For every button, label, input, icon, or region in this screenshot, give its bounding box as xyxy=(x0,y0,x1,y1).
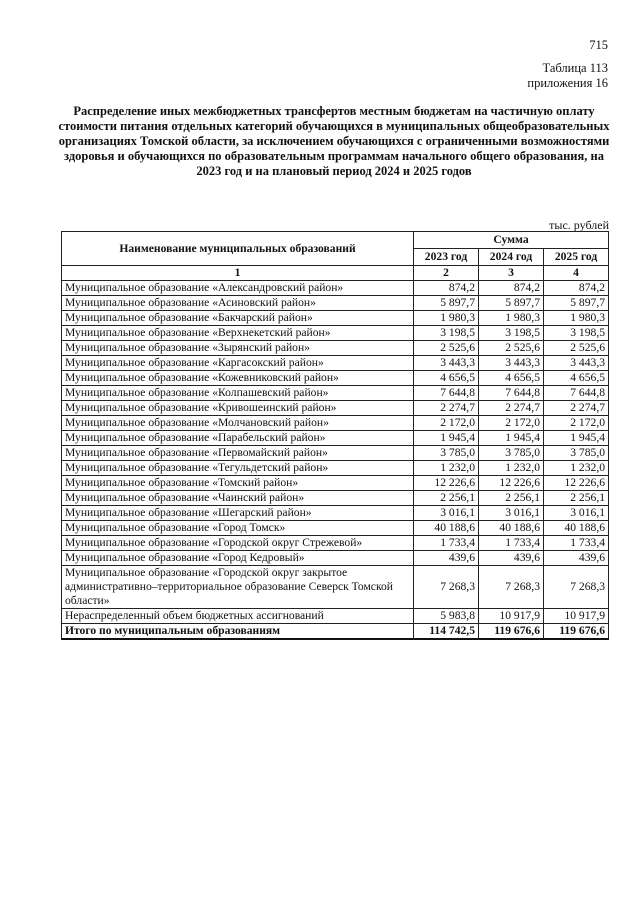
row-value-2024: 1 733,4 xyxy=(479,536,544,551)
table-row xyxy=(62,416,609,431)
table-header-row xyxy=(62,232,609,249)
row-value-2024: 3 785,0 xyxy=(479,446,544,461)
table-row xyxy=(62,326,609,341)
row-value-2025: 4 656,5 xyxy=(544,371,609,386)
row-value-2023: 2 172,0 xyxy=(414,416,479,431)
column-number: 3 xyxy=(479,266,544,281)
row-value-2024: 40 188,6 xyxy=(479,521,544,536)
row-name: Муниципальное образование «Верхнекетский район» xyxy=(62,326,414,341)
row-value-2025: 7 644,8 xyxy=(544,386,609,401)
table-row xyxy=(62,551,609,566)
row-name: Муниципальное образование «Александровский район» xyxy=(62,281,414,296)
row-value-2024: 1 945,4 xyxy=(479,431,544,446)
row-value-2025: 2 256,1 xyxy=(544,491,609,506)
row-value-2025: 10 917,9 xyxy=(544,609,609,624)
row-value-2025: 1 980,3 xyxy=(544,311,609,326)
table-row xyxy=(62,609,609,624)
row-value-2024: 3 198,5 xyxy=(479,326,544,341)
row-value-2025: 1 733,4 xyxy=(544,536,609,551)
row-value-2024: 1 232,0 xyxy=(479,461,544,476)
row-value-2023: 2 274,7 xyxy=(414,401,479,416)
row-name: Муниципальное образование «Первомайский район» xyxy=(62,446,414,461)
row-value-2023: 12 226,6 xyxy=(414,476,479,491)
page-number: 715 xyxy=(589,38,608,52)
table-row xyxy=(62,371,609,386)
row-value-2023: 2 525,6 xyxy=(414,341,479,356)
total-value-2025: 119 676,6 xyxy=(544,624,609,640)
row-value-2025: 439,6 xyxy=(544,551,609,566)
row-value-2023: 3 443,3 xyxy=(414,356,479,371)
row-name: Муниципальное образование «Город Кедровый» xyxy=(62,551,414,566)
header-municipality: Наименование муниципальных образований xyxy=(62,232,414,266)
table-row xyxy=(62,431,609,446)
row-value-2023: 1 733,4 xyxy=(414,536,479,551)
row-name: Муниципальное образование «Городской округ Стрежевой» xyxy=(62,536,414,551)
table-row xyxy=(62,491,609,506)
table-row xyxy=(62,341,609,356)
row-value-2025: 1 232,0 xyxy=(544,461,609,476)
row-name: Муниципальное образование «Каргасокский район» xyxy=(62,356,414,371)
row-value-2023: 4 656,5 xyxy=(414,371,479,386)
row-name: Муниципальное образование «Молчановский район» xyxy=(62,416,414,431)
row-value-2023: 1 945,4 xyxy=(414,431,479,446)
table-row xyxy=(62,536,609,551)
allocation-table xyxy=(61,231,609,640)
row-name: Муниципальное образование «Колпашевский район» xyxy=(62,386,414,401)
row-value-2025: 3 785,0 xyxy=(544,446,609,461)
table-row xyxy=(62,461,609,476)
row-value-2025: 5 897,7 xyxy=(544,296,609,311)
row-value-2023: 7 268,3 xyxy=(414,566,479,609)
row-name: Муниципальное образование «Кривошеинский район» xyxy=(62,401,414,416)
table-number: Таблица 113 xyxy=(542,61,608,75)
table-row xyxy=(62,281,609,296)
appendix-number: приложения 16 xyxy=(527,76,608,90)
document-title: Распределение иных межбюджетных трансфертов местным бюджетам на частичную оплату стоимости питания отдельных категорий обучающихся в муниципальных общеобразовательных организациях Томской области, за исключением обучающихся с ограниченными возможностями здоровья и обучающихся по образовательным программам начального общего образования, на 2023 год и на плановый период 2024 и 2025 годов xyxy=(58,104,610,178)
row-value-2024: 2 525,6 xyxy=(479,341,544,356)
table-row xyxy=(62,356,609,371)
row-value-2023: 3 198,5 xyxy=(414,326,479,341)
row-value-2024: 2 274,7 xyxy=(479,401,544,416)
row-name: Муниципальное образование «Асиновский район» xyxy=(62,296,414,311)
row-value-2023: 5 897,7 xyxy=(414,296,479,311)
row-value-2024: 439,6 xyxy=(479,551,544,566)
row-value-2024: 10 917,9 xyxy=(479,609,544,624)
total-row xyxy=(62,624,609,640)
row-name: Муниципальное образование «Городской округ закрытое административно–территориальное образование Северск Томской области» xyxy=(62,566,414,609)
row-value-2023: 7 644,8 xyxy=(414,386,479,401)
row-value-2024: 3 016,1 xyxy=(479,506,544,521)
table-row xyxy=(62,476,609,491)
column-number: 1 xyxy=(62,266,414,281)
table-row xyxy=(62,401,609,416)
row-name: Муниципальное образование «Шегарский район» xyxy=(62,506,414,521)
header-year-2023: 2023 год xyxy=(414,249,479,266)
row-value-2025: 3 198,5 xyxy=(544,326,609,341)
table-row xyxy=(62,446,609,461)
total-value-2024: 119 676,6 xyxy=(479,624,544,640)
row-value-2024: 5 897,7 xyxy=(479,296,544,311)
row-value-2024: 874,2 xyxy=(479,281,544,296)
row-value-2025: 3 443,3 xyxy=(544,356,609,371)
row-value-2024: 3 443,3 xyxy=(479,356,544,371)
row-value-2025: 2 274,7 xyxy=(544,401,609,416)
table-body xyxy=(62,281,609,640)
header-sum: Сумма xyxy=(414,232,609,249)
row-value-2023: 3 016,1 xyxy=(414,506,479,521)
row-value-2025: 40 188,6 xyxy=(544,521,609,536)
row-value-2025: 12 226,6 xyxy=(544,476,609,491)
row-name: Муниципальное образование «Зырянский район» xyxy=(62,341,414,356)
row-name: Муниципальное образование «Парабельский район» xyxy=(62,431,414,446)
table-row xyxy=(62,566,609,609)
row-value-2024: 7 644,8 xyxy=(479,386,544,401)
row-value-2025: 7 268,3 xyxy=(544,566,609,609)
table-reference xyxy=(527,61,608,91)
row-value-2023: 5 983,8 xyxy=(414,609,479,624)
row-name: Муниципальное образование «Бакчарский район» xyxy=(62,311,414,326)
row-value-2024: 7 268,3 xyxy=(479,566,544,609)
row-value-2023: 1 232,0 xyxy=(414,461,479,476)
row-value-2025: 2 525,6 xyxy=(544,341,609,356)
row-value-2023: 2 256,1 xyxy=(414,491,479,506)
row-name: Муниципальное образование «Чаинский район» xyxy=(62,491,414,506)
row-value-2023: 1 980,3 xyxy=(414,311,479,326)
row-name: Нераспределенный объем бюджетных ассигнований xyxy=(62,609,414,624)
column-number: 4 xyxy=(544,266,609,281)
row-value-2023: 3 785,0 xyxy=(414,446,479,461)
row-value-2024: 2 172,0 xyxy=(479,416,544,431)
row-value-2025: 1 945,4 xyxy=(544,431,609,446)
table-row xyxy=(62,506,609,521)
total-value-2023: 114 742,5 xyxy=(414,624,479,640)
row-value-2023: 439,6 xyxy=(414,551,479,566)
table-row xyxy=(62,296,609,311)
column-numbers-row xyxy=(62,266,609,281)
row-value-2023: 874,2 xyxy=(414,281,479,296)
header-year-2025: 2025 год xyxy=(544,249,609,266)
column-number: 2 xyxy=(414,266,479,281)
row-value-2025: 874,2 xyxy=(544,281,609,296)
table-row xyxy=(62,386,609,401)
row-value-2024: 1 980,3 xyxy=(479,311,544,326)
row-name: Муниципальное образование «Томский район» xyxy=(62,476,414,491)
row-name: Муниципальное образование «Тегульдетский район» xyxy=(62,461,414,476)
units-label: тыс. рублей xyxy=(549,218,609,232)
row-name: Муниципальное образование «Город Томск» xyxy=(62,521,414,536)
header-year-2024: 2024 год xyxy=(479,249,544,266)
row-value-2025: 3 016,1 xyxy=(544,506,609,521)
table-row xyxy=(62,521,609,536)
row-value-2023: 40 188,6 xyxy=(414,521,479,536)
total-label: Итого по муниципальным образованиям xyxy=(62,624,414,640)
row-value-2025: 2 172,0 xyxy=(544,416,609,431)
row-value-2024: 12 226,6 xyxy=(479,476,544,491)
row-name: Муниципальное образование «Кожевниковский район» xyxy=(62,371,414,386)
row-value-2024: 4 656,5 xyxy=(479,371,544,386)
row-value-2024: 2 256,1 xyxy=(479,491,544,506)
table-row xyxy=(62,311,609,326)
